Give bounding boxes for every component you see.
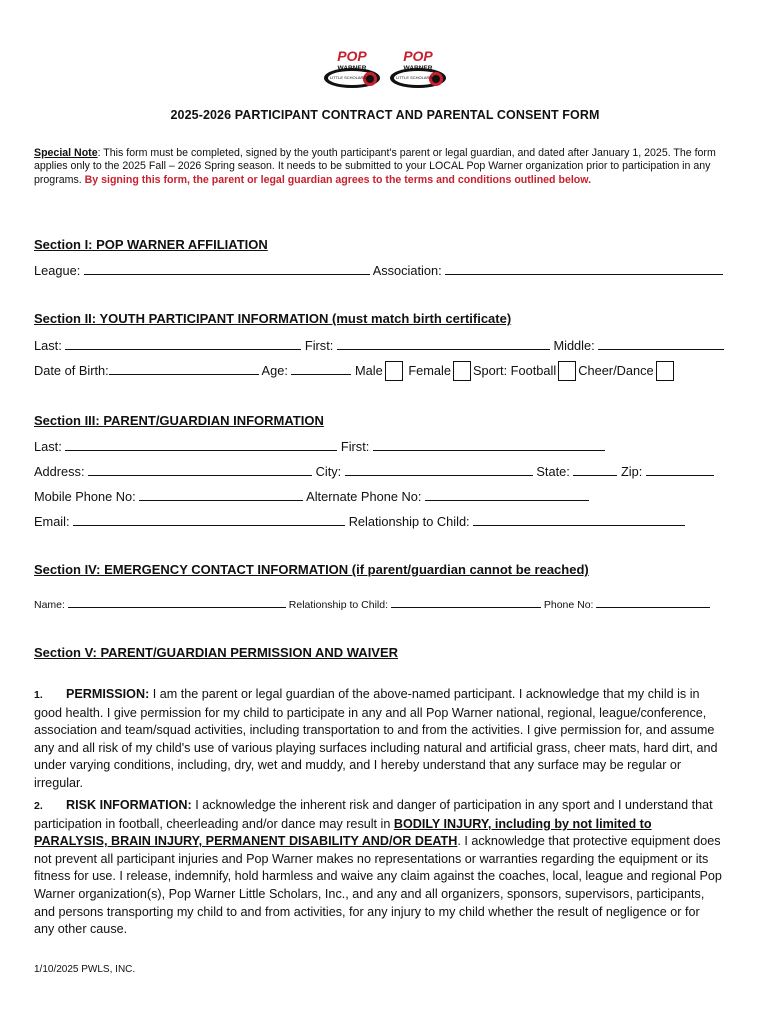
email-field[interactable] — [73, 513, 345, 526]
logo-pop-text: POP — [337, 48, 367, 64]
male-checkbox[interactable] — [385, 361, 403, 381]
age-label: Age: — [261, 363, 288, 378]
emergency-phone-field[interactable] — [596, 597, 710, 608]
participant-first-field[interactable] — [337, 337, 550, 350]
football-checkbox[interactable] — [558, 361, 576, 381]
risk-information-paragraph — [34, 797, 722, 939]
risk-number: 2. — [34, 800, 43, 812]
association-field[interactable] — [445, 262, 723, 275]
guardian-first-field[interactable] — [373, 438, 605, 451]
emergency-name-field[interactable] — [68, 597, 286, 608]
participant-first-label: First: — [304, 338, 334, 353]
cheer-dance-label: Cheer/Dance — [578, 363, 654, 378]
alternate-phone-label: Alternate Phone No: — [306, 489, 422, 504]
participant-last-field[interactable] — [65, 337, 301, 350]
female-label: Female — [408, 363, 451, 378]
mobile-phone-field[interactable] — [139, 488, 303, 501]
section-3-heading: Section III: PARENT/GUARDIAN INFORMATION — [34, 413, 324, 428]
emergency-relationship-field[interactable] — [391, 597, 541, 608]
footer-date: 1/10/2025 PWLS, INC. — [34, 964, 136, 975]
affiliation-row — [34, 262, 723, 278]
pop-warner-logos — [322, 46, 452, 94]
pop-warner-logo-right — [390, 48, 446, 88]
participant-middle-field[interactable] — [598, 337, 724, 350]
emergency-contact-row — [34, 597, 710, 611]
emergency-phone-label: Phone No: — [543, 599, 594, 611]
email-label: Email: — [34, 514, 70, 529]
permission-text: I am the parent or legal guardian of the above-named participant. I acknowledge that my child is in good health. I give permission for my child to participate in any and all Pop Warner national, regional, league/conference, association and team/squad activities, including transportation to and from the activities. I give permission for, and assume any and all risk of my child's use of various playing surfaces including natural and artificial grass, cheer mats, hard dirt, and under varying conditions, including, dry, wet and muddy, and I hereby understand that any surface may be regular or irregular. — [34, 687, 718, 790]
address-label: Address: — [34, 464, 85, 479]
state-field[interactable] — [573, 463, 617, 476]
risk-text: I acknowledge the inherent risk and danger of participation in any sport and I understand that participation in football, cheerleading and/or dance may result in — [34, 798, 713, 831]
logo-sub-text: LITTLE SCHOLARS — [395, 75, 433, 80]
special-note-text: : This form must be completed, signed by the youth participant's parent or legal guardian, and dated after January 1, 2025. The form applies only to the 2025 Fall – 2026 Spring season. It needs to be submitted to your LOCAL Pop Warner organization prior to participation in any programs. — [34, 147, 716, 186]
zip-label: Zip: — [620, 464, 643, 479]
league-label: League: — [34, 263, 81, 278]
section-4-heading: Section IV: EMERGENCY CONTACT INFORMATION (if parent/guardian cannot be reached) — [34, 562, 589, 577]
permission-lead: PERMISSION: — [66, 687, 150, 701]
sport-football-label: Sport: Football — [472, 363, 557, 378]
section-1-heading: Section I: POP WARNER AFFILIATION — [34, 237, 268, 252]
mobile-phone-label: Mobile Phone No: — [34, 489, 136, 504]
cheer-dance-checkbox[interactable] — [656, 361, 674, 381]
participant-middle-label: Middle: — [553, 338, 595, 353]
emergency-name-label: Name: — [34, 599, 65, 611]
female-checkbox[interactable] — [453, 361, 471, 381]
emergency-relationship-label: Relationship to Child: — [288, 599, 389, 611]
guardian-phone-row — [34, 488, 589, 504]
dob-label: Date of Birth: — [34, 363, 109, 378]
participant-details-row — [34, 361, 676, 381]
logo-pop-text: POP — [403, 48, 433, 64]
address-field[interactable] — [88, 463, 312, 476]
section-2-heading: Section II: YOUTH PARTICIPANT INFORMATION (must match birth certificate) — [34, 311, 512, 326]
special-note-emphasis: By signing this form, the parent or legal guardian agrees to the terms and conditions outlined below. — [84, 173, 592, 186]
risk-lead: RISK INFORMATION: — [66, 798, 192, 812]
state-label: State: — [536, 464, 570, 479]
guardian-last-field[interactable] — [65, 438, 337, 451]
risk-text-2: . I acknowledge that protective equipment does not prevent all participant injuries and Pop Warner makes no representations or warranties regarding the equipment or its fitness for use. I release, indemnify, hold harmless and waive any claim against the coaches, local, league and regional Pop Warner organization(s), Pop Warner Little Scholars, Inc., and any and all organizers, sponsors, supervisors, participants, and persons transporting my child to and from activities, for any injury to my child whether the result of negligence or for any other cause. — [34, 834, 722, 937]
pop-warner-logo-left — [324, 48, 380, 88]
league-field[interactable] — [84, 262, 370, 275]
guardian-first-label: First: — [340, 439, 370, 454]
guardian-email-row — [34, 513, 685, 529]
age-field[interactable] — [291, 362, 351, 375]
participant-last-label: Last: — [34, 338, 62, 353]
relationship-label: Relationship to Child: — [348, 514, 470, 529]
guardian-last-label: Last: — [34, 439, 62, 454]
association-label: Association: — [372, 263, 442, 278]
logo-sub-text: LITTLE SCHOLARS — [329, 75, 367, 80]
logo-warner-text: WARNER — [337, 65, 367, 72]
special-note-label: Special Note — [34, 147, 98, 159]
permission-number: 1. — [34, 689, 43, 701]
zip-field[interactable] — [646, 463, 714, 476]
section-5-heading: Section V: PARENT/GUARDIAN PERMISSION AND WAIVER — [34, 645, 399, 660]
guardian-name-row — [34, 438, 605, 454]
form-title: 2025-2026 PARTICIPANT CONTRACT AND PARENTAL CONSENT FORM — [170, 108, 600, 122]
special-note — [34, 147, 739, 187]
dob-field[interactable] — [109, 362, 259, 375]
permission-paragraph — [34, 686, 722, 793]
guardian-address-row — [34, 463, 714, 479]
risk-emphasis: BODILY INJURY, including by not limited to PARALYSIS, BRAIN INJURY, PERMANENT DISABILITY AND/OR DEATH — [34, 816, 652, 849]
male-label: Male — [355, 363, 383, 378]
alternate-phone-field[interactable] — [425, 488, 589, 501]
logo-warner-text: WARNER — [403, 65, 433, 72]
city-label: City: — [315, 464, 342, 479]
relationship-field[interactable] — [473, 513, 685, 526]
participant-name-row — [34, 337, 724, 353]
city-field[interactable] — [345, 463, 533, 476]
